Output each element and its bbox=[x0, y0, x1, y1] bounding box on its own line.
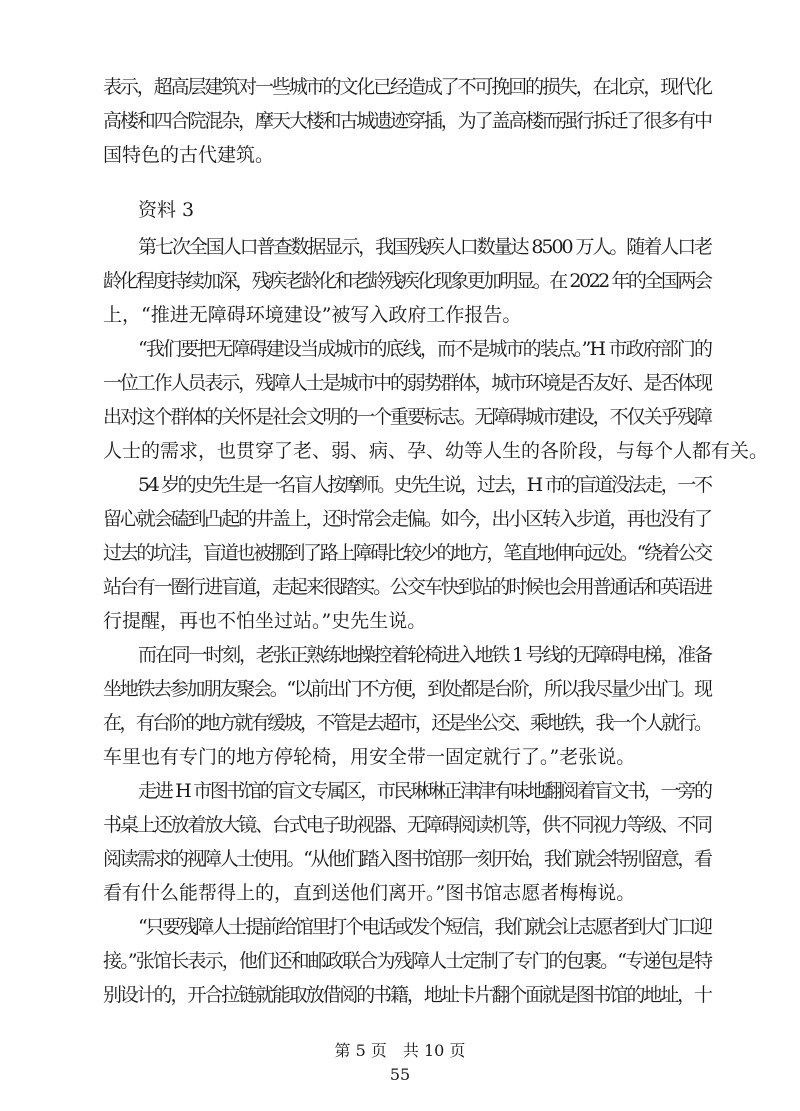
text-line-content: 站台有一圈行进盲道，走起来很踏实。公交车快到站的时候也会用普通话和英语进 bbox=[103, 576, 711, 598]
text-line-content: 接。”张馆长表示，他们还和邮政联合为残障人士定制了专门的包裹。“专递包是特 bbox=[103, 950, 712, 972]
text-line-content: 高楼和四合院混杂，摩天大楼和古城遗迹穿插，为了盖高楼而强行拆迁了很多有中 bbox=[103, 110, 711, 132]
text-line-content: 别设计的，开合拉链就能取放借阅的书籍，地址卡片翻个面就是图书馆的地址，十 bbox=[103, 984, 711, 1006]
text-line-content: 书桌上还放着放大镜、台式电子助视器、无障碍阅读机等，供不同视力等级、不同 bbox=[103, 814, 711, 836]
text-line-content: 行提醒，再也不怕坐过站。”史先生说。 bbox=[103, 610, 427, 632]
text-line-content: 看有什么能帮得上的，直到送他们离开。”图书馆志愿者梅梅说。 bbox=[103, 882, 636, 904]
text-line-content: 出对这个群体的关怀是社会文明的一个重要标志。无障碍城市建设，不仅关乎残障 bbox=[103, 406, 711, 428]
text-line-content: 第七次全国人口普查数据显示，我国残疾人口数量达 8500 万人。随着人口老 bbox=[138, 236, 711, 258]
text-line-content: 54 岁的史先生是一名盲人按摩师。史先生说，过去，H 市的盲道没法走，一不 bbox=[138, 474, 711, 496]
text-line-content: 而在同一时刻，老张正熟练地操控着轮椅进入地铁 1 号线的无障碍电梯，准备 bbox=[138, 644, 711, 666]
text-line-content: 龄化程度持续加深，残疾老龄化和老龄残疾化现象更加明显。在 2022 年的全国两会 bbox=[103, 270, 711, 292]
text-line-content: 走进 H 市图书馆的盲文专属区，市民琳琳正津津有味地翻阅着盲文书，一旁的 bbox=[138, 780, 711, 802]
text-line-content: 坐地铁去参加朋友聚会。“以前出门不方便，到处都是台阶，所以我尽量少出门。现 bbox=[103, 678, 711, 700]
text-line-content: 在，有台阶的地方就有缓坡，不管是去超市，还是坐公交、乘地铁，我一个人就行。 bbox=[103, 712, 711, 734]
text-line-content: 一位工作人员表示，残障人士是城市中的弱势群体，城市环境是否友好、是否体现 bbox=[103, 372, 711, 394]
text-line-content: 人士的需求，也贯穿了老、弱、病、孕、幼等人生的各阶段，与每个人都有关。 bbox=[103, 440, 769, 462]
text-line-content: 车里也有专门的地方停轮椅，用安全带一固定就行了。”老张说。 bbox=[103, 746, 636, 768]
page-number: 55 bbox=[389, 1065, 411, 1084]
heading-text: 资料 3 bbox=[138, 199, 195, 221]
text-line-content: 阅读需求的视障人士使用。“从他们踏入图书馆那一刻开始，我们就会特别留意，看 bbox=[103, 848, 711, 870]
text-line-content: “我们要把无障碍建设当成城市的底线，而不是城市的装点。”H 市政府部门的 bbox=[138, 338, 712, 360]
text-line-content: “只要残障人士提前给馆里打个电话或发个短信，我们就会让志愿者到大门口迎 bbox=[138, 916, 711, 938]
text-line-content: 国特色的古代建筑。 bbox=[103, 144, 275, 166]
text-line-content: 留心就会磕到凸起的井盖上，还时常会走偏。如今，出小区转入步道，再也没有了 bbox=[103, 508, 711, 530]
text-line-content: 表示，超高层建筑对一些城市的文化已经造成了不可挽回的损失，在北京，现代化 bbox=[103, 76, 711, 98]
text-line-content: 上，“推进无障碍环境建设”被写入政府工作报告。 bbox=[103, 304, 522, 326]
text-line-content: 过去的坑洼，盲道也被挪到了路上障碍比较少的地方，笔直地伸向远处。“绕着公交 bbox=[103, 542, 711, 564]
page-info: 第 5 页 共 10 页 bbox=[334, 1041, 466, 1060]
